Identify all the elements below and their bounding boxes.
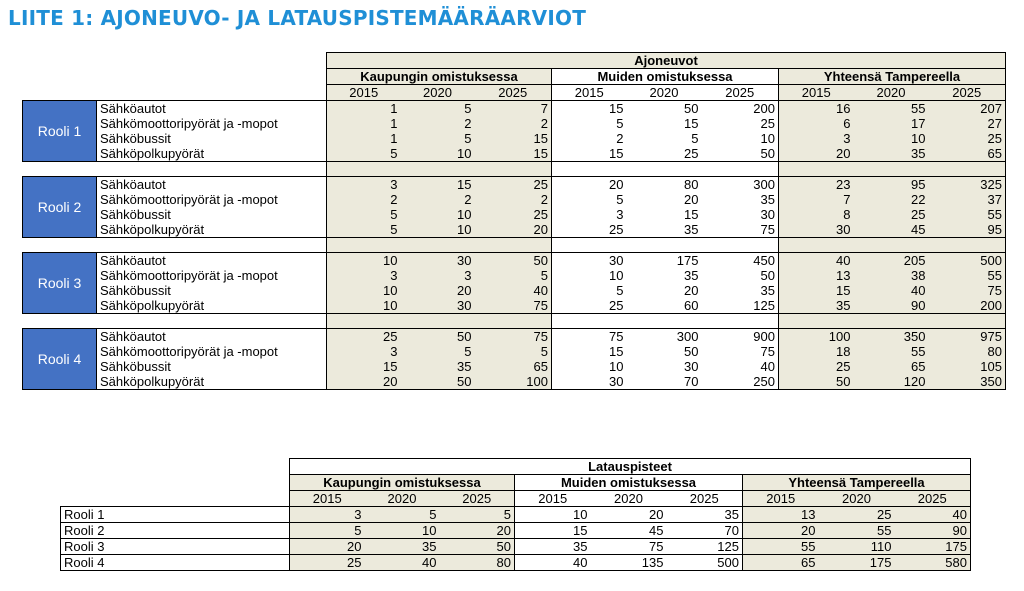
value-cell: 35 [667,507,743,523]
value-cell: 25 [475,207,552,222]
role-label: Rooli 1 [61,507,290,523]
value-cell: 105 [929,359,1006,374]
value-cell: 580 [895,555,971,571]
value-cell: 25 [327,329,401,345]
value-cell: 75 [702,222,779,238]
value-cell: 10 [552,268,627,283]
year-header: 2020 [819,491,895,507]
value-cell: 17 [854,116,929,131]
table-row [23,253,1006,269]
value-cell: 50 [440,539,515,555]
spacer-row [23,238,1006,253]
group-header: Muiden omistuksessa [552,69,779,85]
value-cell: 35 [854,146,929,162]
group-header: Yhteensä Tampereella [743,475,971,491]
blank-cell [627,162,702,177]
value-cell: 1 [327,101,401,117]
charging-table [60,458,971,571]
value-cell: 35 [515,539,591,555]
year-header: 2015 [327,85,401,101]
year-header: 2025 [667,491,743,507]
value-cell: 975 [929,329,1006,345]
value-cell: 5 [552,283,627,298]
value-cell: 205 [854,253,929,269]
year-row [23,85,1006,101]
value-cell: 15 [475,131,552,146]
value-cell: 50 [760,268,775,283]
value-cell: 300 [627,329,702,345]
value-cell: 30 [760,207,775,222]
vehicle-type-label: Sähkömoottoripyörät ja -mopot [97,344,327,359]
blank-cell [779,162,854,177]
value-cell: 38 [854,268,929,283]
value-cell: 175 [819,555,895,571]
blank-cell [61,491,290,507]
vehicle-type-label: Sähköbussit [97,283,327,298]
value-cell: 15 [552,344,627,359]
value-cell: 20 [684,192,699,207]
value-cell: 23 [779,177,854,193]
value-cell: 20 [743,523,819,539]
value-cell: 30 [684,359,699,374]
year-header: 2025 [929,85,1006,101]
vehicle-type-label: Sähkömoottoripyörät ja -mopot [97,116,327,131]
value-cell: 65 [475,359,552,374]
value-cell: 25 [290,555,365,571]
spacer-row [23,162,1006,177]
blank-cell [23,238,327,253]
value-cell: 20 [401,283,475,298]
value-cell: 5 [401,344,475,359]
value-cell: 10 [327,283,401,298]
value-cell: 20 [591,507,667,523]
blank-cell [929,162,1006,177]
value-cell: 75 [760,344,775,359]
header-row [61,459,971,475]
value-cell: 500 [667,555,743,571]
value-cell: 1 [327,116,401,131]
blank-cell [61,475,290,491]
year-header: 2015 [515,491,591,507]
value-cell: 45 [591,523,667,539]
blank-cell [61,459,290,475]
value-cell: 5 [475,344,552,359]
group-header: Muiden omistuksessa [515,475,743,491]
page-title: LIITE 1: AJONEUVO- JA LATAUSPISTEMÄÄRÄARVIOT [8,6,587,30]
blank-cell [23,85,327,101]
vehicle-type-label: Sähkömoottoripyörät ja -mopot [97,192,327,207]
value-cell: 55 [929,207,1006,222]
year-header: 2020 [401,85,475,101]
table-row [23,374,1006,390]
value-cell: 5 [365,507,440,523]
year-row [61,491,971,507]
value-cell: 100 [475,374,552,390]
value-cell: 250 [702,374,779,390]
value-cell: 90 [895,523,971,539]
role-label: Rooli 3 [23,253,97,314]
blank-cell [929,238,1006,253]
vehicle-type-label: Sähköbussit [97,207,327,222]
table-row [61,523,971,539]
value-cell: 35 [760,192,775,207]
value-cell: 35 [760,283,775,298]
value-cell: 5 [327,207,401,222]
blank-cell [854,314,929,329]
value-cell: 13 [779,268,854,283]
value-cell: 135 [591,555,667,571]
year-header: 2025 [895,491,971,507]
value-cell: 3 [401,268,475,283]
value-cell: 95 [854,177,929,193]
year-header: 2020 [365,491,440,507]
year-header: 2025 [702,85,779,101]
value-cell: 75 [929,283,1006,298]
value-cell: 20 [290,539,365,555]
table-row [61,539,971,555]
value-cell: 5 [475,268,552,283]
vehicle-type-label: Sähköpolkupyörät [97,222,327,238]
table-row [23,207,1006,222]
role-label: Rooli 4 [23,329,97,390]
blank-cell [401,238,475,253]
blank-cell [627,238,702,253]
value-cell: 18 [779,344,854,359]
blank-cell [327,162,401,177]
blank-cell [401,162,475,177]
year-header: 2015 [779,85,854,101]
group-header: Yhteensä Tampereella [779,69,1006,85]
value-cell: 10 [552,359,627,374]
value-cell: 15 [475,146,552,162]
year-header: 2015 [743,491,819,507]
value-cell: 90 [854,298,929,314]
value-cell: 100 [779,329,854,345]
value-cell: 40 [895,507,971,523]
value-cell: 50 [627,101,702,117]
value-cell: 20 [475,222,552,238]
blank-cell [23,69,327,85]
value-cell: 3 [327,344,401,359]
value-cell: 35 [365,539,440,555]
year-header: 2020 [854,85,929,101]
value-cell: 15 [684,207,699,222]
value-cell: 20 [552,177,627,193]
year-header: 2020 [627,85,702,101]
header-row [23,53,1006,69]
value-cell: 55 [819,523,895,539]
table-row [23,329,1006,345]
value-cell: 10 [515,507,591,523]
value-cell: 40 [779,253,854,269]
value-cell: 65 [743,555,819,571]
value-cell: 40 [760,359,775,374]
value-cell: 25 [929,131,1006,146]
value-cell: 5 [327,222,401,238]
value-cell: 55 [743,539,819,555]
value-cell: 65 [929,146,1006,162]
table-row [23,101,1006,117]
value-cell: 22 [854,192,929,207]
blank-cell [854,162,929,177]
value-cell: 50 [702,146,779,162]
value-cell: 110 [819,539,895,555]
value-cell: 3 [327,177,401,193]
blank-cell [854,238,929,253]
blank-cell [779,238,854,253]
value-cell: 2 [327,192,401,207]
value-cell: 900 [702,329,779,345]
value-cell: 10 [401,207,475,222]
value-cell: 10 [327,298,401,314]
value-cell: 5 [552,192,627,207]
vehicle-type-label: Sähköautot [97,101,327,117]
value-cell: 15 [515,523,591,539]
value-cell: 350 [929,374,1006,390]
value-cell: 125 [667,539,743,555]
vehicles-header: Ajoneuvot [327,53,1006,69]
blank-cell [23,53,327,69]
value-cell: 7 [779,192,854,207]
value-cell: 50 [684,344,699,359]
blank-cell [552,238,627,253]
value-cell: 125 [702,298,779,314]
vehicle-type-label: Sähkömoottoripyörät ja -mopot [97,268,327,283]
value-cell: 55 [854,344,929,359]
value-cell: 75 [552,329,627,345]
vehicle-type-label: Sähköpolkupyörät [97,374,327,390]
charging-header: Latauspisteet [290,459,971,475]
table-row [23,298,1006,314]
year-header: 2025 [440,491,515,507]
table-row [23,283,1006,298]
blank-cell [552,162,627,177]
value-cell: 20 [779,146,854,162]
value-cell: 25 [819,507,895,523]
value-cell: 25 [552,298,627,314]
value-cell: 15 [779,283,854,298]
vehicle-type-label: Sähköbussit [97,359,327,374]
value-cell: 40 [515,555,591,571]
table-row [61,507,971,523]
group-header: Kaupungin omistuksessa [327,69,552,85]
value-cell: 5 [290,523,365,539]
blank-cell [475,314,552,329]
blank-cell [552,314,627,329]
role-label: Rooli 3 [61,539,290,555]
value-cell: 2 [401,116,475,131]
value-cell: 70 [667,523,743,539]
group-row [23,69,1006,85]
value-cell: 35 [684,268,699,283]
value-cell: 10 [327,253,401,269]
value-cell: 15 [552,101,627,117]
value-cell: 40 [475,283,552,298]
value-cell: 80 [440,555,515,571]
vehicle-type-label: Sähköautot [97,329,327,345]
value-cell: 80 [627,177,702,193]
year-header: 2025 [475,85,552,101]
value-cell: 75 [591,539,667,555]
value-cell: 10 [365,523,440,539]
value-cell: 50 [475,253,552,269]
group-header: Kaupungin omistuksessa [290,475,515,491]
table-row [23,131,1006,146]
value-cell: 35 [401,359,475,374]
value-cell: 300 [702,177,779,193]
blank-cell [475,162,552,177]
value-cell: 5 [327,146,401,162]
table-row [23,177,1006,193]
value-cell: 500 [929,253,1006,269]
value-cell: 20 [440,523,515,539]
value-cell: 2 [552,131,627,146]
value-cell: 50 [779,374,854,390]
value-cell: 30 [552,253,627,269]
value-cell: 15 [327,359,401,374]
value-cell: 55 [929,268,1006,283]
value-cell: 15 [401,177,475,193]
value-cell: 450 [702,253,779,269]
value-cell: 65 [854,359,929,374]
value-cell: 60 [627,298,702,314]
value-cell: 40 [365,555,440,571]
blank-cell [327,238,401,253]
year-header: 2020 [591,491,667,507]
blank-cell [702,314,779,329]
value-cell: 27 [929,116,1006,131]
spacer-row [23,314,1006,329]
value-cell: 10 [401,146,475,162]
table-row [23,116,1006,131]
value-cell: 40 [854,283,929,298]
value-cell: 30 [401,253,475,269]
value-cell: 37 [929,192,1006,207]
value-cell: 25 [552,222,627,238]
value-cell: 5 [552,116,627,131]
vehicle-type-label: Sähköautot [97,253,327,269]
value-cell: 20 [684,283,699,298]
value-cell: 3 [327,268,401,283]
value-cell: 50 [401,329,475,345]
value-cell: 95 [929,222,1006,238]
value-cell: 45 [854,222,929,238]
value-cell: 2 [475,192,552,207]
blank-cell [327,314,401,329]
table-row [23,344,1006,359]
value-cell: 3 [290,507,365,523]
value-cell: 35 [627,222,702,238]
value-cell: 175 [627,253,702,269]
value-cell: 1 [327,131,401,146]
blank-cell [475,238,552,253]
year-header: 2015 [290,491,365,507]
value-cell: 200 [702,101,779,117]
value-cell: 16 [779,101,854,117]
role-label: Rooli 2 [23,177,97,238]
blank-cell [779,314,854,329]
value-cell: 15 [684,116,699,131]
value-cell: 25 [760,116,775,131]
value-cell: 75 [475,329,552,345]
blank-cell [702,162,779,177]
value-cell: 25 [627,146,702,162]
value-cell: 175 [895,539,971,555]
blank-cell [23,162,327,177]
table-row [23,222,1006,238]
table-row [61,555,971,571]
value-cell: 325 [929,177,1006,193]
table-row [23,268,1006,283]
value-cell: 25 [475,177,552,193]
table-row [23,146,1006,162]
value-cell: 2 [475,116,552,131]
value-cell: 50 [401,374,475,390]
value-cell: 5 [401,101,475,117]
vehicle-type-label: Sähköbussit [97,131,327,146]
role-label: Rooli 4 [61,555,290,571]
value-cell: 80 [929,344,1006,359]
blank-cell [23,314,327,329]
role-label: Rooli 2 [61,523,290,539]
value-cell: 10 [401,222,475,238]
value-cell: 55 [854,101,929,117]
table-row [23,192,1006,207]
value-cell: 200 [929,298,1006,314]
value-cell: 15 [552,146,627,162]
value-cell: 350 [854,329,929,345]
vehicle-type-label: Sähköpolkupyörät [97,146,327,162]
value-cell: 10 [760,131,775,146]
value-cell: 5 [401,131,475,146]
year-header: 2015 [552,85,627,101]
value-cell: 5 [440,507,515,523]
value-cell: 5 [691,131,699,146]
value-cell: 75 [475,298,552,314]
role-label: Rooli 1 [23,101,97,162]
value-cell: 3 [779,131,854,146]
value-cell: 30 [552,374,627,390]
blank-cell [702,238,779,253]
value-cell: 207 [929,101,1006,117]
value-cell: 30 [401,298,475,314]
blank-cell [401,314,475,329]
value-cell: 35 [779,298,854,314]
value-cell: 2 [401,192,475,207]
vehicle-type-label: Sähköautot [97,177,327,193]
value-cell: 3 [552,207,627,222]
table-row [23,359,1006,374]
value-cell: 120 [854,374,929,390]
blank-cell [929,314,1006,329]
value-cell: 6 [779,116,854,131]
value-cell: 30 [779,222,854,238]
value-cell: 70 [627,374,702,390]
value-cell: 13 [743,507,819,523]
vehicles-table [22,52,1006,390]
value-cell: 25 [854,207,929,222]
value-cell: 25 [779,359,854,374]
vehicle-type-label: Sähköpolkupyörät [97,298,327,314]
group-row [61,475,971,491]
value-cell: 7 [475,101,552,117]
value-cell: 8 [779,207,854,222]
blank-cell [627,314,702,329]
value-cell: 10 [854,131,929,146]
value-cell: 20 [327,374,401,390]
